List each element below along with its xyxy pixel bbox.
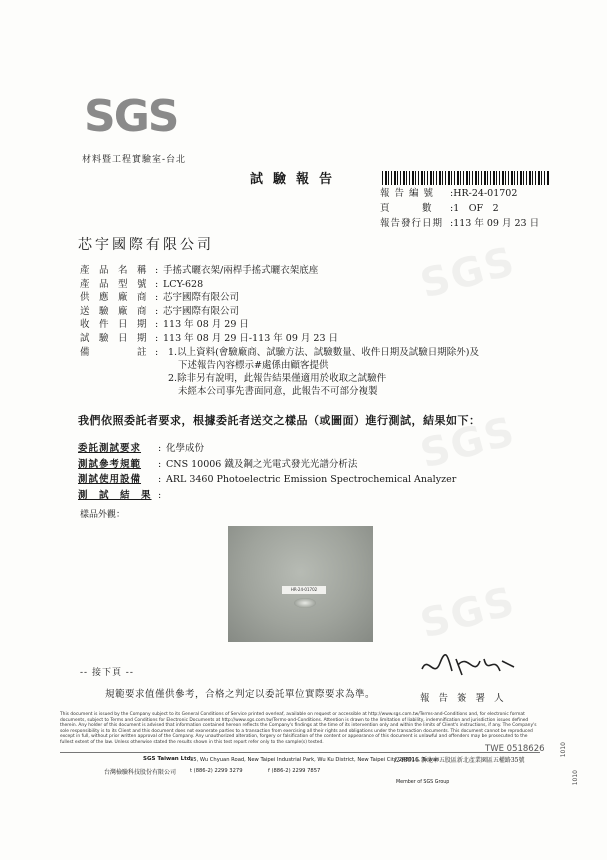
side-code: 1010 <box>560 742 567 758</box>
remark-line: 未經本公司事先書面同意，此報告不可部分複製 <box>178 386 378 397</box>
client-name: 芯宇國際有限公司 <box>78 237 214 253</box>
sgs-logo: SGS <box>84 91 178 142</box>
signature <box>418 651 518 681</box>
field-value: 芯宇國際有限公司 <box>163 292 240 304</box>
address-zh: /248016 新北市五股區新北產業園區五權路35號 <box>394 757 525 764</box>
report-number-row <box>380 186 539 201</box>
remark-line: 下述報告內容標示#處係由顧客提供 <box>178 360 329 371</box>
colon: : <box>450 218 454 229</box>
test-value: ARL 3460 Photoelectric Emission Spectrochemical Analyzer <box>166 474 457 485</box>
field-value: LCY-628 <box>163 278 204 290</box>
company-zh: 台灣檢驗科技股份有限公司 <box>104 769 177 776</box>
pages-value: 1 OF 2 <box>453 203 499 214</box>
disclaimer-note: 規範要求值僅供參考，合格之判定以委託單位實際要求為準。 <box>105 689 376 700</box>
barcode <box>382 171 550 185</box>
field-label: 備 註 <box>80 346 147 358</box>
remarks <box>168 346 479 398</box>
test-label: 測 試 結 果 <box>78 489 152 501</box>
watermark: SGS <box>415 238 521 308</box>
sample-appearance-label: 樣品外觀： <box>80 510 126 520</box>
test-row: 委託測試要求 : 化學成份 <box>78 441 456 457</box>
phone: t (886-2) 2299 3279 <box>190 768 243 774</box>
field-row: 產 品 名 稱 : 手搖式曬衣架/兩桿手搖式曬衣架底座 <box>80 264 550 278</box>
field-value: 芯宇國際有限公司 <box>163 305 240 317</box>
lab-name: 材料暨工程實驗室-台北 <box>82 155 187 165</box>
legal-text: This document is issued by the Company subject to its General Conditions of Service printed overleaf, available on request or accessible at http://www.sgs.com.tw/Terms-and-Conditions and, for electronic format documents, subject to Terms and Conditions for Electronic Documents at http://www.sgs.com.tw/Terms-and-Conditions. Attention is drawn to the limitation of liability, indemnification and jurisdiction issues defined therein. Any holder of this document is advised that information contained hereon reflects the Company's findings at the time of its intervention only and within the limits of Client's instructions, if any. The Company's sole responsibility is to its Client and this document does not exonerate parties to a transaction from exercising all their rights and obligations under the transaction documents. This document cannot be reproduced except in full, without prior written approval of the Company. Any unauthorized alteration, forgery or falsification of the content or appearance of this document is unlawful and offenders may be prosecuted to the fullest extent of the law. Unless otherwise stated the results shown in this test report refer only to the sample(s) tested. <box>60 712 537 745</box>
address-en: 35, Wu Chyuan Road, New Taipei Industrial Park, Wu Ku District, New Taipei City 248016, Taiwan <box>190 757 440 763</box>
field-label: 收 件 日 期 <box>80 319 147 331</box>
pages-label: 頁 數 <box>380 203 433 214</box>
field-row: 試 驗 日 期 : 113 年 08 月 29 日-113 年 09 月 23 日 <box>80 332 550 346</box>
sample-tag-label: HR-24-01702 <box>290 587 318 592</box>
test-label: 委託測試要求 <box>78 443 142 454</box>
field-row: 供 應 廠 商 : 芯宇國際有限公司 <box>80 291 550 305</box>
test-value: CNS 10006 鐵及鋼之光電式發光光譜分析法 <box>166 458 358 470</box>
issue-date-row <box>380 216 539 231</box>
report-number-label: 報 告 編 號 <box>380 188 435 199</box>
report-title: 試驗報告 <box>250 172 343 187</box>
field-row: 收 件 日 期 : 113 年 08 月 29 日 <box>80 318 550 332</box>
field-row: 送 驗 廠 商 : 芯宇國際有限公司 <box>80 305 550 319</box>
test-label: 測試使用設備 <box>78 474 142 485</box>
test-row: 測試參考規範 : CNS 10006 鐵及鋼之光電式發光光譜分析法 <box>78 457 456 473</box>
test-row: 測 試 結 果 : <box>78 488 456 504</box>
report-meta <box>380 186 539 231</box>
member-text: Member of SGS Group <box>396 780 450 785</box>
continued-note: -- 接下頁 -- <box>80 668 134 678</box>
field-value: 113 年 08 月 29 日-113 年 09 月 23 日 <box>163 332 339 344</box>
issue-date-label: 報告發行日期 <box>380 218 444 229</box>
field-row: 備 註 : <box>80 346 550 360</box>
watermark: SGS <box>415 408 521 478</box>
test-row: 測試使用設備 : ARL 3460 Photoelectric Emission Spectrochemical Analyzer <box>78 472 456 488</box>
field-label: 試 驗 日 期 <box>80 332 147 344</box>
colon: : <box>450 203 454 214</box>
fax: f (886-2) 2299 7857 <box>268 768 321 774</box>
test-info <box>78 441 456 503</box>
side-code: 1010 <box>572 770 579 786</box>
field-label: 供 應 廠 商 <box>80 292 147 304</box>
watermark: SGS <box>415 578 521 648</box>
field-label: 送 驗 廠 商 <box>80 305 147 317</box>
declaration: 我們依照委託者要求，根據委託者送交之樣品（或圖面）進行測試，結果如下： <box>78 414 481 427</box>
sample-part <box>294 598 316 608</box>
field-value: 手搖式曬衣架/兩桿手搖式曬衣架底座 <box>163 265 319 276</box>
test-value: 化學成份 <box>166 443 205 454</box>
sample-tag <box>282 586 326 594</box>
sample-photo <box>228 526 373 642</box>
serial-number: TWE 0518626 <box>485 744 545 754</box>
pages-row <box>380 201 539 216</box>
field-label: 產 品 名 稱 <box>80 265 147 276</box>
issue-date: 113 年 09 月 23 日 <box>453 218 540 229</box>
footer-divider <box>60 752 540 753</box>
colon: : <box>450 188 454 199</box>
field-label: 產 品 型 號 <box>80 278 147 290</box>
report-number: HR-24-01702 <box>453 188 518 199</box>
test-label: 測試參考規範 <box>78 458 142 470</box>
remark-line: 1.以上資料(會驗廠商、試驗方法、試驗數量、收件日期及試驗日期除外)及 <box>168 347 479 358</box>
company-en: SGS Taiwan Ltd. <box>143 756 193 762</box>
signer-label: 報 告 簽 署 人 <box>420 693 507 704</box>
field-value: 113 年 08 月 29 日 <box>163 319 249 331</box>
remark-line: 2.除非另有說明，此報告結果僅適用於收取之試驗件 <box>168 373 387 384</box>
info-fields <box>80 264 550 359</box>
field-row: 產 品 型 號 : LCY-628 <box>80 278 550 292</box>
